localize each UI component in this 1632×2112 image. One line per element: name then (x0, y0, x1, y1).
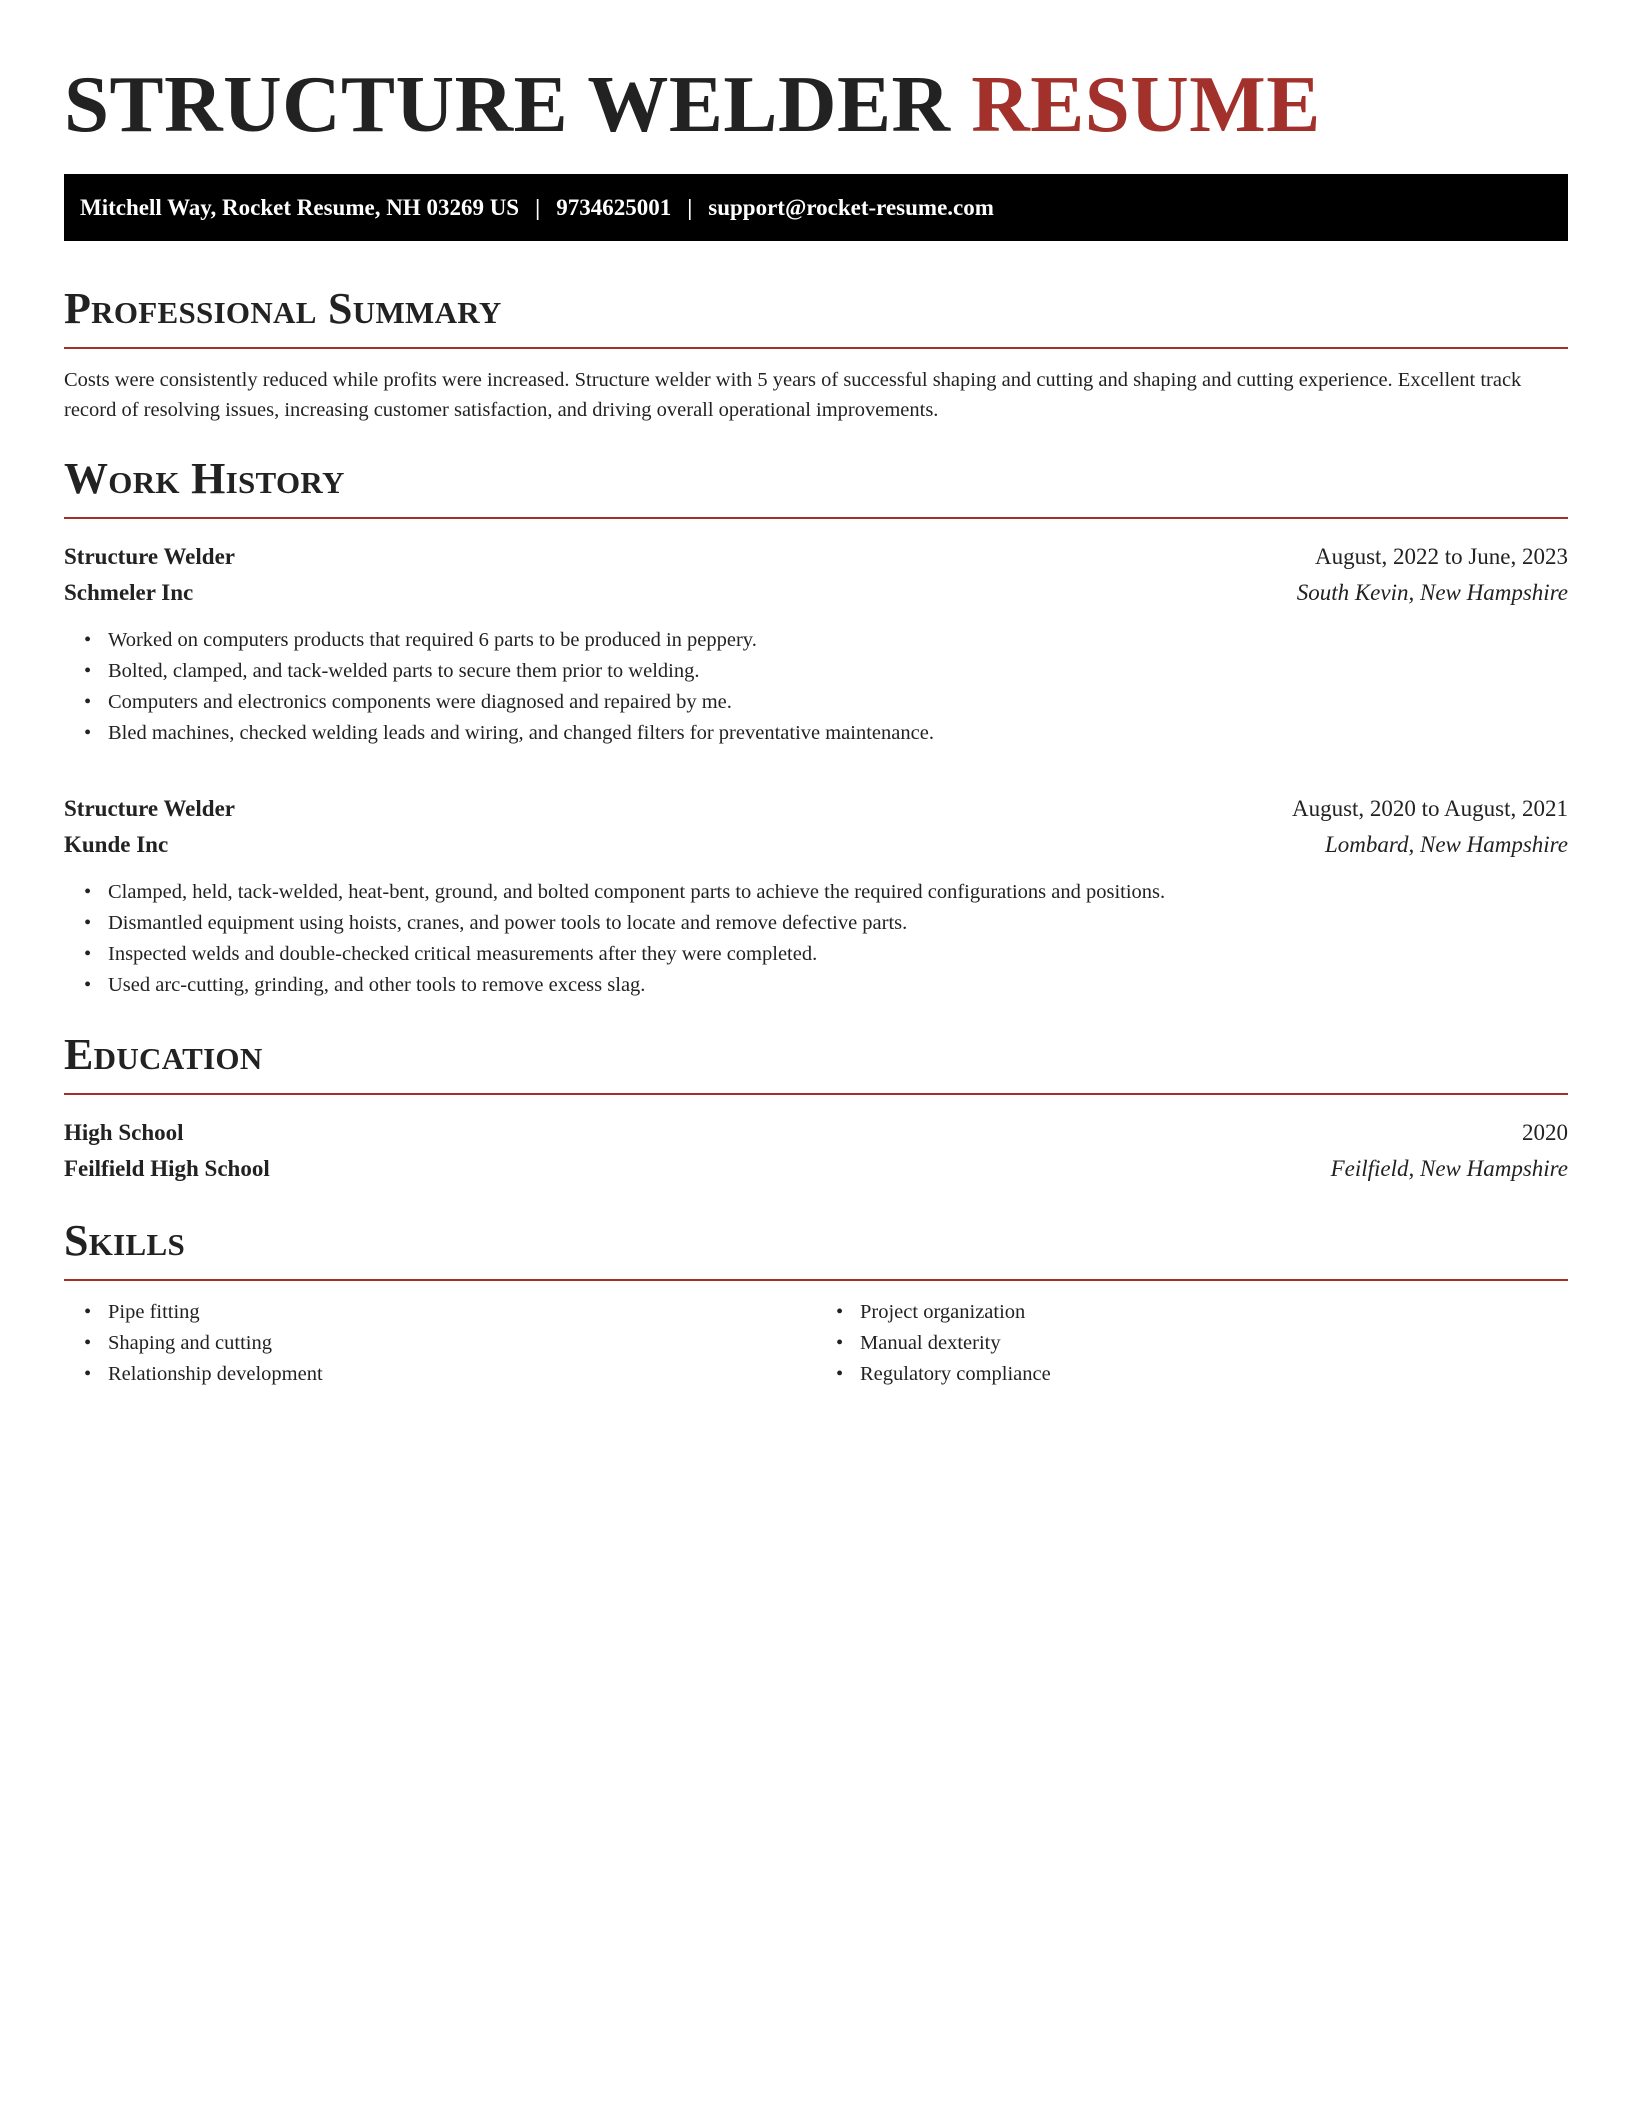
education-section (64, 1031, 1568, 1187)
bullet-icon: • (84, 943, 92, 965)
skill-text: Relationship development (108, 1363, 323, 1385)
bullet-icon: • (84, 1332, 92, 1354)
job-entry (64, 791, 1568, 1001)
skill-text: Pipe fitting (108, 1301, 200, 1323)
list-item (84, 1359, 816, 1390)
duty-text: Computers and electronics components were diagnosed and repaired by me. (108, 691, 732, 713)
skill-text: Project organization (860, 1301, 1026, 1323)
summary-text: Costs were consistently reduced while profits were increased. Structure welder with 5 years of successful shaping and cutting and shaping and cutting experience. Excellent track record of resolving issues, increasing customer satisfaction, and driving overall operational improvements. (64, 369, 1522, 421)
job-dates: August, 2020 to August, 2021 (1291, 796, 1568, 821)
skills-list (816, 1297, 1568, 1390)
bullet-icon: • (836, 1332, 844, 1354)
section-heading-summary: Professional Summary (64, 284, 502, 333)
education-header-row (64, 1115, 1568, 1151)
contact-bar (64, 174, 1568, 241)
skills-column-left (64, 1297, 816, 1390)
education-year: 2020 (1522, 1120, 1568, 1145)
section-divider (64, 517, 1568, 519)
contact-phone: 9734625001 (556, 194, 672, 220)
job-duties-list (64, 877, 1568, 1001)
contact-separator: | (535, 194, 541, 220)
section-heading-education: Education (64, 1030, 263, 1079)
list-item (84, 1297, 816, 1328)
contact-separator: | (687, 194, 693, 220)
duty-text: Bled machines, checked welding leads and wiring, and changed filters for preventative maintenance. (108, 722, 934, 744)
bullet-icon: • (84, 1301, 92, 1323)
bullet-icon: • (836, 1301, 844, 1323)
title-main: STRUCTURE WELDER (64, 59, 951, 149)
list-item (84, 625, 1568, 656)
list-item (84, 656, 1568, 687)
job-location: South Kevin, New Hampshire (1296, 580, 1568, 605)
education-degree: High School (64, 1120, 184, 1145)
list-item (84, 970, 1568, 1001)
skill-text: Regulatory compliance (860, 1363, 1051, 1385)
contact-address: Mitchell Way, Rocket Resume, NH 03269 US (80, 194, 520, 220)
bullet-icon: • (84, 974, 92, 996)
duty-text: Dismantled equipment using hoists, cranes, and power tools to locate and remove defective parts. (108, 912, 908, 934)
section-divider (64, 1093, 1568, 1095)
duty-text: Worked on computers products that required 6 parts to be produced in peppery. (108, 629, 757, 651)
section-divider (64, 1279, 1568, 1281)
list-item (836, 1359, 1568, 1390)
skill-text: Shaping and cutting (108, 1332, 272, 1354)
resume-title (64, 54, 1568, 154)
contact-email: support@rocket-resume.com (708, 194, 994, 220)
section-heading-work-history: Work History (64, 454, 345, 503)
education-entry (64, 1115, 1568, 1187)
bullet-icon: • (84, 629, 92, 651)
job-company-row (64, 827, 1568, 863)
duty-text: Bolted, clamped, and tack-welded parts to secure them prior to welding. (108, 660, 700, 682)
job-company-row (64, 575, 1568, 611)
job-header-row (64, 539, 1568, 575)
duty-text: Used arc-cutting, grinding, and other tools to remove excess slag. (108, 974, 646, 996)
list-item (836, 1297, 1568, 1328)
section-divider (64, 347, 1568, 349)
skill-text: Manual dexterity (860, 1332, 1001, 1354)
job-entry (64, 539, 1568, 749)
list-item (836, 1328, 1568, 1359)
bullet-icon: • (836, 1363, 844, 1385)
duty-text: Clamped, held, tack-welded, heat-bent, ground, and bolted component parts to achieve the required configurations and positions. (108, 881, 1166, 903)
duty-text: Inspected welds and double-checked critical measurements after they were completed. (108, 943, 818, 965)
list-item (84, 1328, 816, 1359)
bullet-icon: • (84, 1363, 92, 1385)
bullet-icon: • (84, 912, 92, 934)
work-history-section (64, 455, 1568, 1001)
bullet-icon: • (84, 660, 92, 682)
bullet-icon: • (84, 881, 92, 903)
job-company: Kunde Inc (64, 832, 169, 857)
list-item (84, 877, 1568, 908)
job-duties-list (64, 625, 1568, 749)
skills-grid (64, 1297, 1568, 1390)
job-company: Schmeler Inc (64, 580, 194, 605)
education-school: Feilfield High School (64, 1156, 270, 1181)
job-title: Structure Welder (64, 796, 235, 821)
list-item (84, 687, 1568, 718)
title-accent: RESUME (971, 59, 1321, 149)
job-dates: August, 2022 to June, 2023 (1315, 544, 1568, 569)
education-school-row (64, 1151, 1568, 1187)
list-item (84, 718, 1568, 749)
list-item (84, 908, 1568, 939)
skills-list (64, 1297, 816, 1390)
list-item (84, 939, 1568, 970)
bullet-icon: • (84, 691, 92, 713)
job-title: Structure Welder (64, 544, 235, 569)
education-location: Feilfield, New Hampshire (1330, 1156, 1568, 1181)
job-header-row (64, 791, 1568, 827)
job-location: Lombard, New Hampshire (1324, 832, 1568, 857)
skills-column-right (816, 1297, 1568, 1390)
section-heading-skills: Skills (64, 1216, 186, 1265)
bullet-icon: • (84, 722, 92, 744)
summary-section (64, 285, 1568, 425)
skills-section (64, 1217, 1568, 1390)
